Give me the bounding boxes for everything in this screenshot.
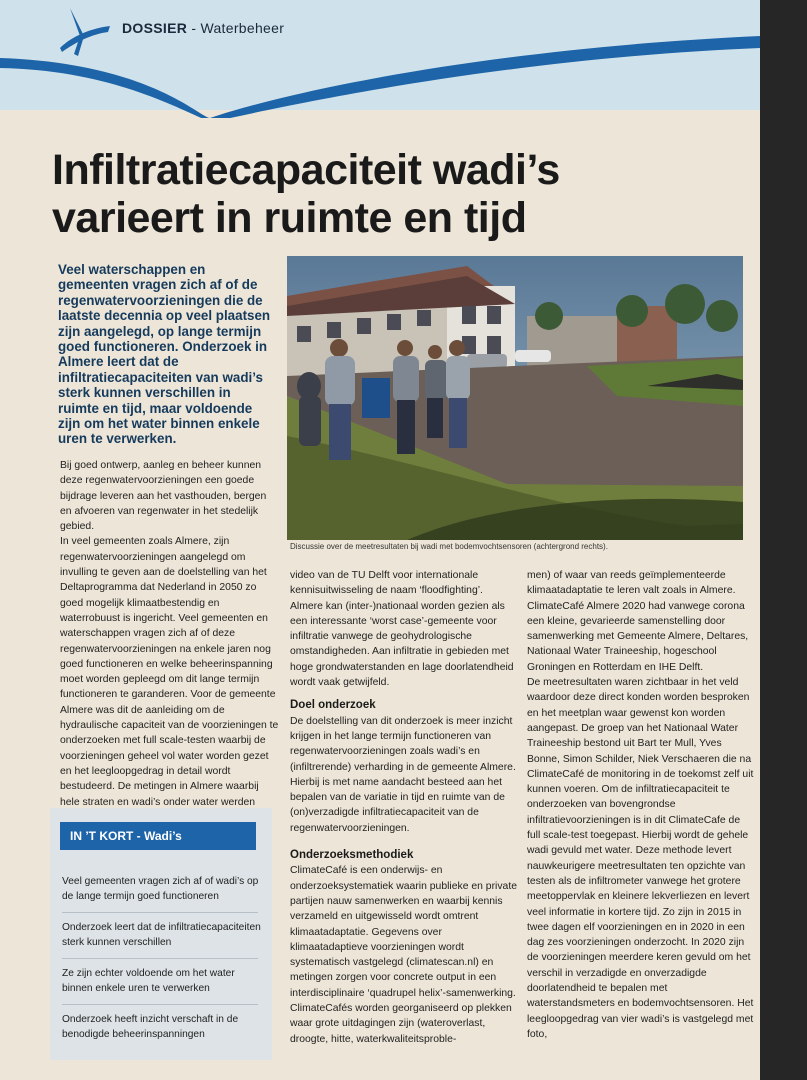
paragraph: men) of waar van reeds geïmplementeerde klimaatadaptatie te leren valt zoals in Almere. ClimateCafé Almere 2020 had vanwege corona een kleine, gevarieerde samenstelling door samenwerking met Gemeente Almere, Deltares, Nationaal Water Traineeship, hogeschool Groningen en Rotterdam en IHE Delft. xyxy=(527,570,749,673)
paragraph: Bij goed ontwerp, aanleg en beheer kunnen deze regenwatervoorzieningen een goede bijdrage leveren aan het vasthouden, bergen en afvoeren van regenwater in het stedelijk gebied. xyxy=(60,460,267,533)
in-het-kort-box xyxy=(50,808,272,1060)
photo-caption: Discussie over de meetresultaten bij wadi met bodemvochtsensoren (achtergrond rechts). xyxy=(290,542,608,551)
paragraph: In veel gemeenten zoals Almere, zijn regenwatervoorzieningen aangelegd om invulling te geven aan de doelstelling van het Deltaprogramma dat Nederland in 2050 zo goed mogelijk klimaatbestendig en waterrobuust is ingericht. Veel gemeenten en waterschappen vragen zich af of deze regenwatervoorzieningen na enkele jaren nog goed functioneren en welke beheerinspanning moet worden gepleegd om dit lange termijn functioneren te garanderen. Voor de gemeente Almere was dit de aanleiding om de hydraulische capaciteit van de voorzieningen te onderzoeken met full scale-testen waarbij de voorzieningen geheel vol water worden gezet en het leegloopgedrag in detail wordt bestudeerd. De metingen in Almere waarbij hele straten en wadi’s onder water werden xyxy=(60,536,279,808)
article-photo xyxy=(287,256,743,540)
kort-item: Onderzoek leert dat de infiltratiecapaciteiten sterk kunnen verschillen xyxy=(62,922,261,948)
paragraph: De doelstelling van dit onderzoek is meer inzicht krijgen in het lange termijn functioneren van regenwatervoorzieningen zoals wadi’s en (infiltrerende) verharding in de gemeente Almere. Hierbij is met name aandacht besteed aan het bepalen van de variatie in tijd en ruimte van de (on)verzadigde infiltratiecapaciteit van de regenwatervoorzieningen. xyxy=(290,715,516,834)
divider xyxy=(62,1004,258,1005)
kort-item: Veel gemeenten vragen zich af of wadi’s op de lange termijn goed functioneren xyxy=(62,876,259,902)
divider xyxy=(62,912,258,913)
body-column-1 xyxy=(60,458,280,825)
article-title: Infiltratiecapaciteit wadi’s varieert in ruimte en tijd xyxy=(52,146,560,242)
divider xyxy=(62,958,258,959)
paragraph: ClimateCafé is een onderwijs- en onderzoeksystematiek waarin publieke en private partijen nauw samenwerken en waarbij kennis verzameld en uitgewisseld wordt omtrent klimaatadaptatie. Gegevens over klimaatadaptieve voorzieningen wordt systematisch vastgelegd (climatescan.nl) en metingen zorgen voor concrete output in een interdisciplinaire ‘quadrupel helix’-samenwerking. ClimateCafés worden georganiseerd op plekken waar grote uitdagingen zijn (wateroverlast, droogte, hitte, waterkwaliteitsproble- xyxy=(290,865,517,1045)
body-column-2 xyxy=(290,568,518,1047)
paragraph: De meetresultaten waren zichtbaar in het veld waardoor deze direct konden worden besproken en het meetplan waar gewenst kon worden aangepast. De groep van het Nationaal Water Traineeship bestond uit Bart ter Mull, Yves Bonne, Simon Schilder, Niek Verschaeren die na ClimateCafé de monitoring in de toekomst zelf uit kunnen voeren. Om de infiltratiecapaciteit te onderzoeken van bovengrondse infiltratievoorzieningen is in dit ClimateCafe de full scale-test toegepast. Hierbij wordt de gehele wadi gevuld met water. Deze methode levert nauwkeurigere meetresultaten ten opzichte van testen als de infiltrometer vanwege het grotere meetoppervlak en kleinere lekverliezen en levert veel informatie in kortere tijd. Zo zijn in 2015 in twee dagen elf voorzieningen en in 2020 in een dag zes voorzieningen onderzocht. In 2020 zijn de voorzieningen meerdere keren gevuld om het verschil in verzadigde en onverzadigde doorlatendheid te bepalen met waterstandsmeters en bodemvochtsensoren. Het leegloopgedrag van vier wadi’s is vastgelegd met foto, xyxy=(527,677,754,1040)
article-lead: Veel waterschappen en gemeenten vragen zich af of de regenwatervoorzieningen die de laatste decennia op veel plaatsen zijn aangelegd, op lange termijn goed functioneren. Onderzoek in Almere leert dat de infiltratiecapaciteiten van wadi’s sterk kunnen verschillen in ruimte en tijd, maar voldoende zijn om het water binnen enkele uren te verwerken. xyxy=(58,262,271,447)
kort-item: Ze zijn echter voldoende om het water binnen enkele uren te verwerken xyxy=(62,968,235,994)
subheading-methode: Onderzoeksmethodiek xyxy=(290,849,414,862)
dossier-logo-icon xyxy=(52,6,112,58)
body-column-3 xyxy=(527,568,755,1042)
paragraph: video van de TU Delft voor internationale kennisuitwisseling de naam ‘floodfighting’. Almere kan (inter-)nationaal worden gezien als een interessante ‘worst case’-gemeente voor infiltratie vanwege de geohydrologische omstandigheden. Aan infiltratie in gebieden met hoge grondwaterstanden en lage doorlatendheid wordt vaak getwijfeld. xyxy=(290,570,514,689)
subheading-doel: Doel onderzoek xyxy=(290,699,376,712)
header-swoosh xyxy=(0,18,760,118)
kort-item: Onderzoek heeft inzicht verschaft in de benodigde beheerinspanningen xyxy=(62,1014,239,1040)
background-edge xyxy=(760,0,807,1080)
section-label: DOSSIER - Waterbeheer xyxy=(122,20,285,36)
kort-heading: IN ’T KORT - Wadi’s xyxy=(60,822,256,850)
